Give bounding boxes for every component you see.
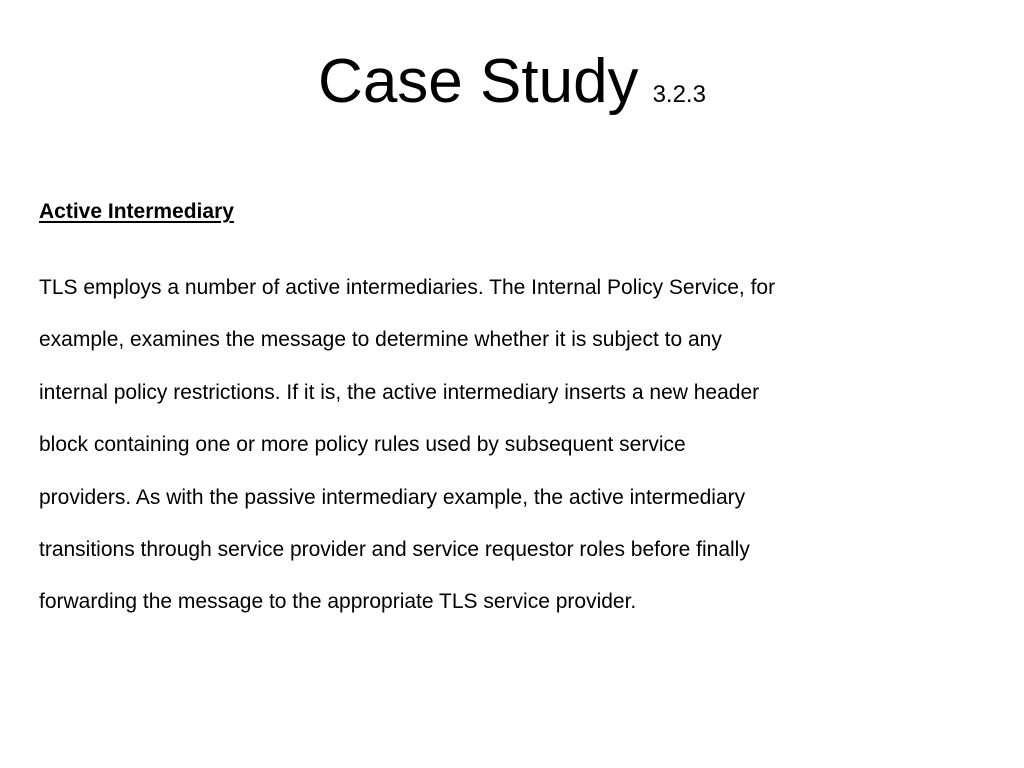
title-section-number: 3.2.3	[652, 81, 706, 108]
body-line: forwarding the message to the appropriate TLS service provider.	[39, 590, 637, 614]
body-line: example, examines the message to determine whether it is subject to any	[39, 328, 722, 352]
slide-title	[0, 46, 1024, 131]
body-line: block containing one or more policy rules used by subsequent service	[39, 433, 686, 457]
title-text: Case Study	[318, 47, 639, 116]
body-line: transitions through service provider and service requestor roles before finally	[39, 538, 750, 562]
body-line: providers. As with the passive intermediary example, the active intermediary	[39, 485, 746, 509]
body-line: internal policy restrictions. If it is, the active intermediary inserts a new header	[39, 380, 760, 404]
body-line: TLS employs a number of active intermediaries. The Internal Policy Service, for	[39, 276, 776, 299]
body-paragraph	[39, 262, 999, 629]
section-heading: Active Intermediary	[39, 200, 234, 223]
